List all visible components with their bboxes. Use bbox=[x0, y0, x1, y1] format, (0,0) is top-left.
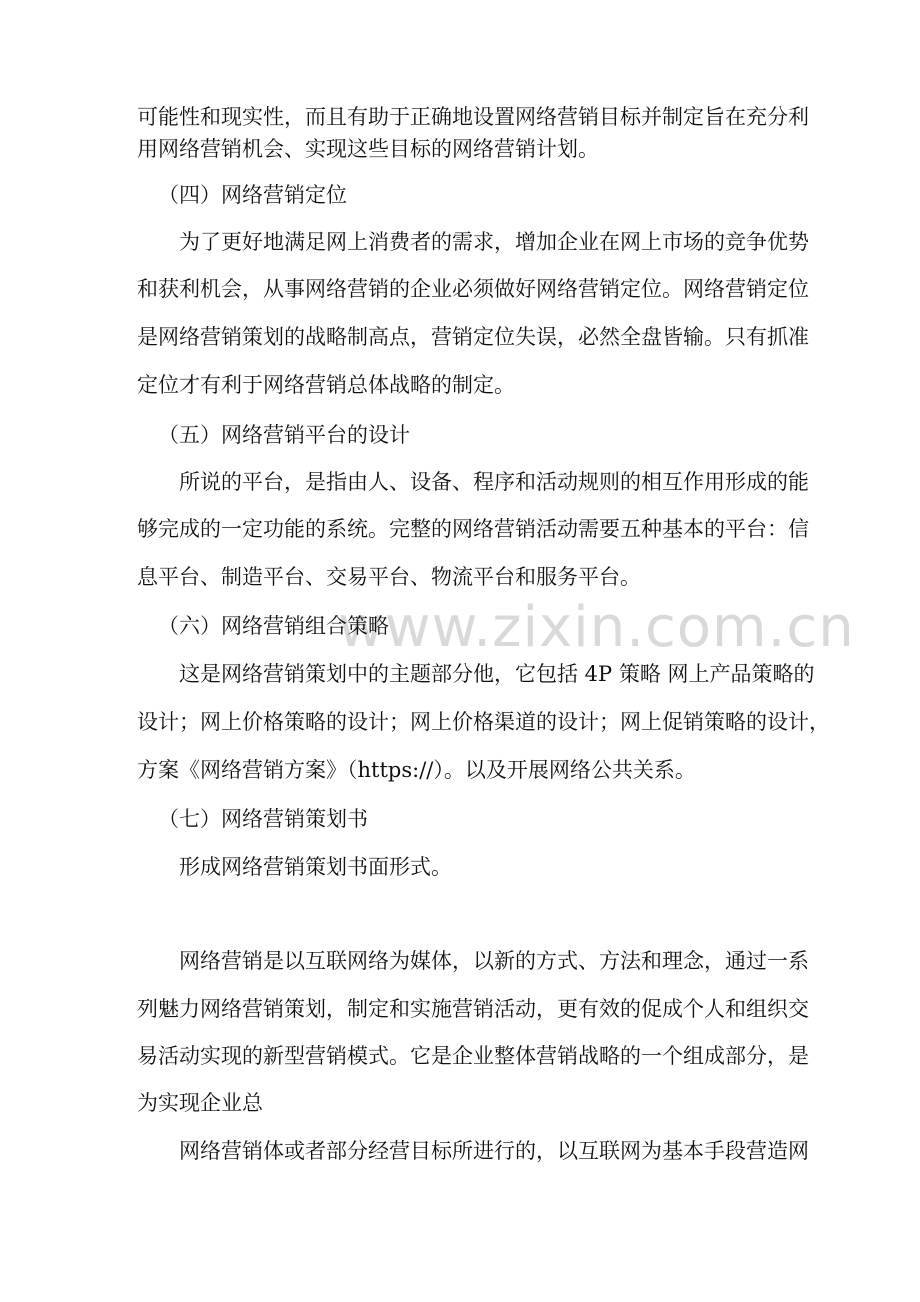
text-line: 息平台、制造平台、交易平台、物流平台和服务平台。 bbox=[137, 565, 641, 589]
text-line: 设计；网上价格策略的设计；网上价格渠道的设计；网上促销策略的设计， bbox=[137, 710, 830, 734]
text-line: 网络营销体或者部分经营目标所进行的，以互联网为基本手段营造网 bbox=[179, 1139, 809, 1163]
text-line: 定位才有利于网络营销总体战略的制定。 bbox=[137, 373, 515, 397]
text-line: 这是网络营销策划中的主题部分他，它包括 4P 策略 网上产品策略的 bbox=[179, 662, 815, 686]
text-line: 所说的平台，是指由人、设备、程序和活动规则的相互作用形成的能 bbox=[179, 470, 809, 494]
text-line: 够完成的一定功能的系统。完整的网络营销活动需要五种基本的平台：信 bbox=[137, 517, 809, 541]
text-line: 方案《网络营销方案》（https://）。以及开展网络公共关系。 bbox=[137, 758, 696, 782]
text-line: 可能性和现实性，而且有助于正确地设置网络营销目标并制定旨在充分利 bbox=[137, 105, 809, 129]
watermark: www.zixin.com.cn bbox=[338, 595, 855, 660]
section-heading-7: （七）网络营销策划书 bbox=[158, 807, 368, 831]
text-line: 形成网络营销策划书面形式。 bbox=[179, 855, 452, 879]
text-line: 用网络营销机会、实现这些目标的网络营销计划。 bbox=[137, 137, 599, 161]
section-heading-6: （六）网络营销组合策略 bbox=[158, 614, 389, 638]
text-line: 为实现企业总 bbox=[137, 1091, 263, 1115]
text-line: 列魅力网络营销策划，制定和实施营销活动，更有效的促成个人和组织交 bbox=[137, 997, 809, 1021]
text-line: 是网络营销策划的战略制高点，营销定位失误，必然全盘皆输。只有抓准 bbox=[137, 325, 809, 349]
text-line: 为了更好地满足网上消费者的需求，增加企业在网上市场的竞争优势 bbox=[179, 230, 809, 254]
text-line: 易活动实现的新型营销模式。它是企业整体营销战略的一个组成部分，是 bbox=[137, 1044, 809, 1068]
section-heading-4: （四）网络营销定位 bbox=[158, 183, 347, 207]
text-line: 网络营销是以互联网络为媒体，以新的方式、方法和理念，通过一系 bbox=[179, 949, 809, 973]
section-heading-5: （五）网络营销平台的设计 bbox=[158, 423, 410, 447]
text-line: 和获利机会，从事网络营销的企业必须做好网络营销定位。网络营销定位 bbox=[137, 277, 809, 301]
